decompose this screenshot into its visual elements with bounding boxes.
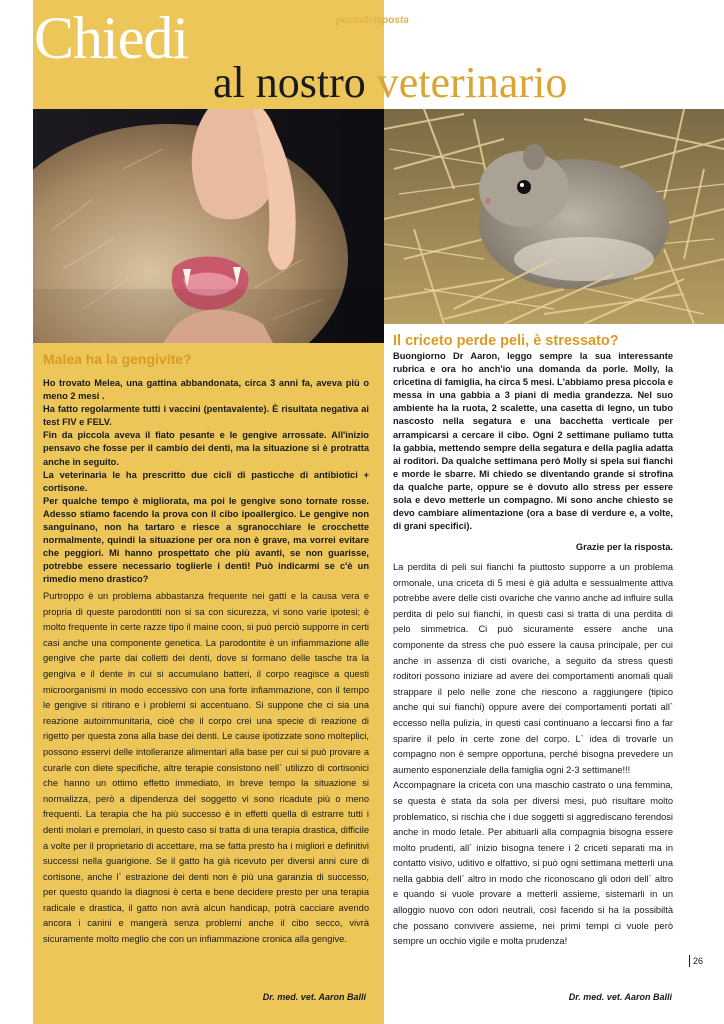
section-tag: posta&risposta — [336, 15, 409, 26]
right-headline: Il criceto perde peli, è stressato? — [393, 333, 619, 349]
right-answer-paragraph: La perdita di peli sui fianchi fa piuttosto supporre a un problema ormonale, una criceta di 5 mesi è già adulta e sessualmente attiva potrebbe avere delle cisti ovariche che vanno anche ad influire sulla perdita di pelo sui fianchi, in questi casi si tratta di una perdita di pelo simmetrica. Ci può sicuramente essere anche una componente da stress che può essere la causa principale, per cui anche in assenza di cisti ovariche, a seguito da stress questi roditori possono iniziare ad avere dei comportamenti anomali quali strappare il pelo nelle zone che riescono a raggiungere (tipico anche qui sui fianchi) oppure avere dei comportamenti portati all` eccesso nella pulizia, in questi casi continuano a leccarsi fino a far sparire il pelo in certe zone del corpo. L` idea di trovarle un compagno non è sempre opportuna, perché bisogna prevedere un aumento esponenziale della famiglia ogni 2-3 settimane!!! — [393, 562, 673, 775]
title-accent: veterinario — [376, 58, 568, 107]
left-question — [43, 377, 369, 587]
title-line-2 — [213, 58, 568, 107]
title-line-1: Chiedi — [34, 5, 188, 71]
thanks-line: Grazie per la risposta. — [575, 542, 673, 553]
right-answer — [393, 560, 673, 950]
right-question-paragraph: Buongiorno Dr Aaron, leggo sempre la sua interessante rubrica e ora ho anch'io una domanda da porle. Molly, la cricetina di famiglia, ha circa 5 mesi. L'abbiamo presa piccola e messa in una gabbia a 3 piani di media grandezza. Nel suo ambiente ha la ruota, 2 scalette, una casetta di legno, un tubo nascosto nella segatura e una bacchetta verticale per arrampicarsi a cercare il cibo. Ogni 2 settimane puliamo tutta la gabbia, mettendo sempre della segatura e della paglia adatta ai roditori. Da qualche settimana però Molly si spela sui fianchi e morde le sbarre. Mi chiedo se diventando grande si strofina da qualche parte, oppure se è dovuto allo stress per essere sola e devo metterle un compagno. Mi sono anche chiesto se devo cambiare alimentazione (ora a base di verdure e, a volte, di grani specifici). — [393, 351, 673, 532]
page-number: 26 — [689, 955, 703, 967]
left-question-paragraph: La veterinaria le ha prescritto due cicli di pasticche di antibiotici + cortisone. — [43, 469, 369, 493]
right-question — [393, 350, 673, 554]
hamster-photo — [384, 109, 724, 324]
right-answer-paragraph: Accompagnare la criceta con una maschio castrato o una femmina, se questa è stata da sola per diversi mesi, può risultare molto problematico, si rischia che i due soggetti si aggrediscano ferendosi anche in modo letale. Per abituarli alla compagnia bisogna essere molto prudenti, all` inizio bisogna tenere i 2 criceti separati ma in contatto visivo, uditivo e olfattivo, si può ogni settimana metterli una nella gabbia dell` altro in modo che riconoscano gli odori dell` altro e quando si vuole provare a metterli assieme, sistemarli in un alloggio nuovo con odori neutrali, così facendo si ha la possibiltà che possano convivere assieme, nei primi tempi ci vuole però sempre un occhio vigile e molta prudenza! — [393, 780, 673, 947]
left-answer-paragraph: Purtroppo è un problema abbastanza frequente nei gatti e la causa vera e propria di queste parodontiti non si sa con sicurezza, vi sono varie ipotesi; è molto frequente in certe razze tipo il maine coon, si può perciò supporre in certi casi anche una componente genetica. La parodontite è un infiammazione alle gengive che parte dai colletti dei denti, dove si formano delle tasche tra la gengiva e il dente in cui si accumulano batteri, il corpo reagisce a questi microorganismi in modo eccessivo con una forte infiammazione, con il tempo le gengive si ritirano e i problemi si accentuano. Si suppone che ci sia una reazione autoimmunitaria, cioè che il corpo crei una specie di reazione di rigetto per questa zona alla base dei denti. Le cause ipotizzate sono molteplici, possono esservi delle intolleranze alimentari alla base per cui si può provare a curarle con diete specifiche, altre terapie consistono nell` utilizzo di cortisonici che hanno un ottimo effetto immediato, in breve tempo la situazione si normalizza, però a dipendenza del soggetto vi sono ricadute più o meno frequenti. La terapia che ha più successo è in effetti quella di estrarre tutti i denti molari e premolari, in questo caso si tratta di una terapia drastica, difficile a volte per il proprietario di accettare, ma se fatta presto ha i migliori e definitivi successi nella guarigione. Se il gatto ha già ricevuto per diversi anni cure di cortisone, anche l` estrazione dei denti non è più una garanzia di successo, per questo quando la diagnosi è certa e bene decidere presto per una terapia radicale e drastica, il gatto non avrà alcun handicap, potrà cacciare avendo ancora i canini e mangerà senza problemi anche il cibo secco, vivrà sicuramente molto meglio che con un infiammazione cronica alla gengive. — [43, 591, 369, 945]
left-question-paragraph: Ha fatto regolarmente tutti i vaccini (pentavalente). È risultata negativa ai test FIV e FELV. — [43, 404, 369, 428]
left-question-paragraph: Fin da piccola aveva il fiato pesante e le gengive arrossate. All'inizio pensavo che fosse per il cambio dei denti, ma la situazione si è protratta anche in seguito. — [43, 430, 369, 467]
cat-photo — [33, 109, 384, 343]
left-headline: Malea ha la gengivite? — [43, 351, 192, 367]
left-answer — [43, 589, 369, 948]
title-prefix: al nostro — [213, 58, 366, 107]
left-signature: Dr. med. vet. Aaron Balli — [262, 992, 366, 1002]
right-signature: Dr. med. vet. Aaron Balli — [568, 992, 672, 1002]
left-question-paragraph: Per qualche tempo è migliorata, ma poi le gengive sono tornate rosse. Adesso stiamo facendo la prova con il cibo ipoallergico. Le gengive non sanguinano, non ha tartaro e riesce a sgranocchiare le crocchette normalmente, quindi la situazione per ora non è grave, ma vorrei evitare che peggiori. Mi hanno prospettato che più avanti, se non guarisse, potrebbe essere necessario toglierle i denti! Può indicarmi se c'è un rimedio meno drastico? — [43, 495, 369, 585]
left-question-paragraph: Ho trovato Melea, una gattina abbandonata, circa 3 anni fa, aveva più o meno 2 mesi . — [43, 378, 369, 402]
